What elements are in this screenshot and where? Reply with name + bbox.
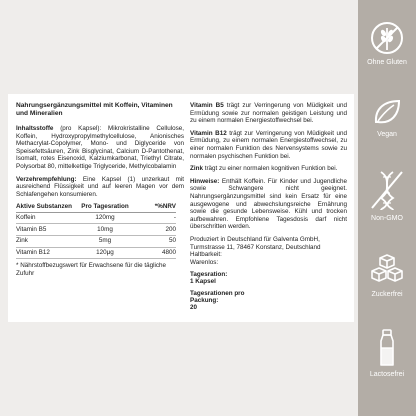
hint-section	[190, 178, 347, 231]
b5-heading: Vitamin B5	[190, 102, 224, 109]
badge-gluten-free	[358, 20, 416, 67]
label-right-column	[190, 102, 347, 311]
nutrition-table	[16, 203, 176, 259]
b12-heading: Vitamin B12	[190, 129, 227, 137]
cell-substance: Vitamin B12	[16, 247, 78, 259]
shelf-life: Haltbarkeit:	[190, 251, 222, 259]
cell-nrv: 4800	[132, 247, 176, 259]
ingredients-section	[16, 125, 184, 171]
header-daily: Pro Tagesration	[78, 203, 132, 212]
b5-text: trägt zur Verringerung von Müdigkeit und Ermüdung sowie zur normalen geistigen Leistung und zu einem normalen Energiestoffwechsel bei.	[190, 102, 348, 125]
header-substance: Aktive Substanzen	[16, 203, 78, 212]
badge-label: Vegan	[377, 131, 397, 138]
zink-section	[190, 165, 347, 173]
lot-number: Warenlos:	[190, 258, 219, 266]
usage-text: Eine Kapsel (1) unzerkaut mit ausreichend Flüssigkeit und auf leeren Magen vor dem Schlafengehen konsumieren.	[16, 175, 184, 198]
label-title: Nahrungsergänzungsmittel mit Koffein, Vitaminen und Mineralien	[16, 102, 173, 117]
daily-ration-label: Tagesration:	[190, 271, 228, 279]
hint-heading: Hinweise:	[190, 177, 220, 185]
cell-daily: 120mg	[78, 212, 132, 224]
zink-text: trägt zu einer normalen kognitiven Funktion bei.	[204, 165, 338, 173]
badge-lactose-free	[358, 328, 416, 379]
badge-non-gmo	[358, 168, 416, 223]
header-nrv: *%NRV	[132, 203, 176, 212]
ingredients-text: (pro Kapsel): Mikrokristalline Cellulose, Koffein, Hydroxypropylmethylcellulose, Anionisches Methacrylat-Copolymer, Mono- und Diglyceride von Speisefettsäuren, Zink Bisglycinat, Calcium D-Pantothenat, Isomalt, rotes Eisenoxid, Kalziumkarbonat, Triethyl Citrate, Polysorbat 80, mittelkettige Triglyceride, Methylcobalamin	[16, 125, 184, 170]
hint-text: Enthält Koffein. Für Kinder und Jugendliche sowie Schwangere nicht geeignet. Nahrungsergänzungsmittel sind kein Ersatz für eine ausgewogene und abwechslungsreiche Ernährung sowie die gesunde Lebensweise. Kühl und trocken aufbewahren. Empfohlene Tagesdosis darf nicht überschritten werden.	[190, 177, 347, 231]
table-row	[16, 235, 176, 247]
b5-section	[190, 102, 347, 125]
cell-nrv: -	[132, 212, 176, 224]
badge-label: Ohne Gluten	[367, 59, 407, 66]
cell-daily: 120μg	[78, 247, 132, 259]
b12-section	[190, 130, 347, 160]
cell-substance: Zink	[16, 235, 78, 247]
cell-daily: 5mg	[78, 235, 132, 247]
usage-section	[16, 176, 184, 199]
badge-vegan	[358, 96, 416, 139]
ingredients-heading: Inhaltsstoffe	[16, 125, 54, 132]
nrv-footnote: * Nährstoffbezugswert für Erwachsene für die tägliche Zufuhr	[16, 262, 167, 277]
label-left-column	[16, 102, 184, 277]
leaf-icon	[369, 96, 405, 128]
rations-label: Tagesrationen pro Packung:	[190, 289, 245, 304]
dna-slash-icon	[368, 168, 406, 212]
b12-text: trägt zur Verringerung von Müdigkeit und Ermüdung, zu einem normalen Energiestoffwechsel, zu einer normalen Funktion des Nervensystems sowie zu normalen psychischen Funktion bei.	[190, 129, 348, 160]
badge-label: Lactosefrei	[369, 371, 405, 378]
table-row	[16, 224, 176, 236]
cell-daily: 10mg	[78, 224, 132, 236]
cell-nrv: 50	[132, 235, 176, 247]
rations-value: 20	[190, 304, 198, 312]
label-card	[8, 94, 354, 322]
cell-substance: Vitamin B5	[16, 224, 78, 236]
daily-ration-value: 1 Kapsel	[190, 278, 216, 286]
milk-bottle-icon	[369, 328, 405, 368]
table-row	[16, 212, 176, 224]
producer-text: Produziert in Deutschland für Galventa GmbH, Turmstrasse 11, 78467 Konstanz, Deutschland	[190, 235, 321, 251]
feature-sidebar	[358, 0, 416, 416]
cell-nrv: 200	[132, 224, 176, 236]
nutrition-table-header	[16, 203, 176, 212]
wheat-slash-icon	[369, 20, 405, 56]
table-row	[16, 247, 176, 259]
badge-sugar-free	[358, 252, 416, 299]
usage-heading: Verzehrempfehlung:	[16, 175, 77, 183]
badge-label: Non-GMO	[371, 215, 403, 222]
cell-substance: Koffein	[16, 212, 78, 224]
badge-label: Zuckerfrei	[371, 291, 403, 298]
zink-heading: Zink	[190, 165, 203, 173]
sugar-cubes-icon	[369, 252, 405, 288]
